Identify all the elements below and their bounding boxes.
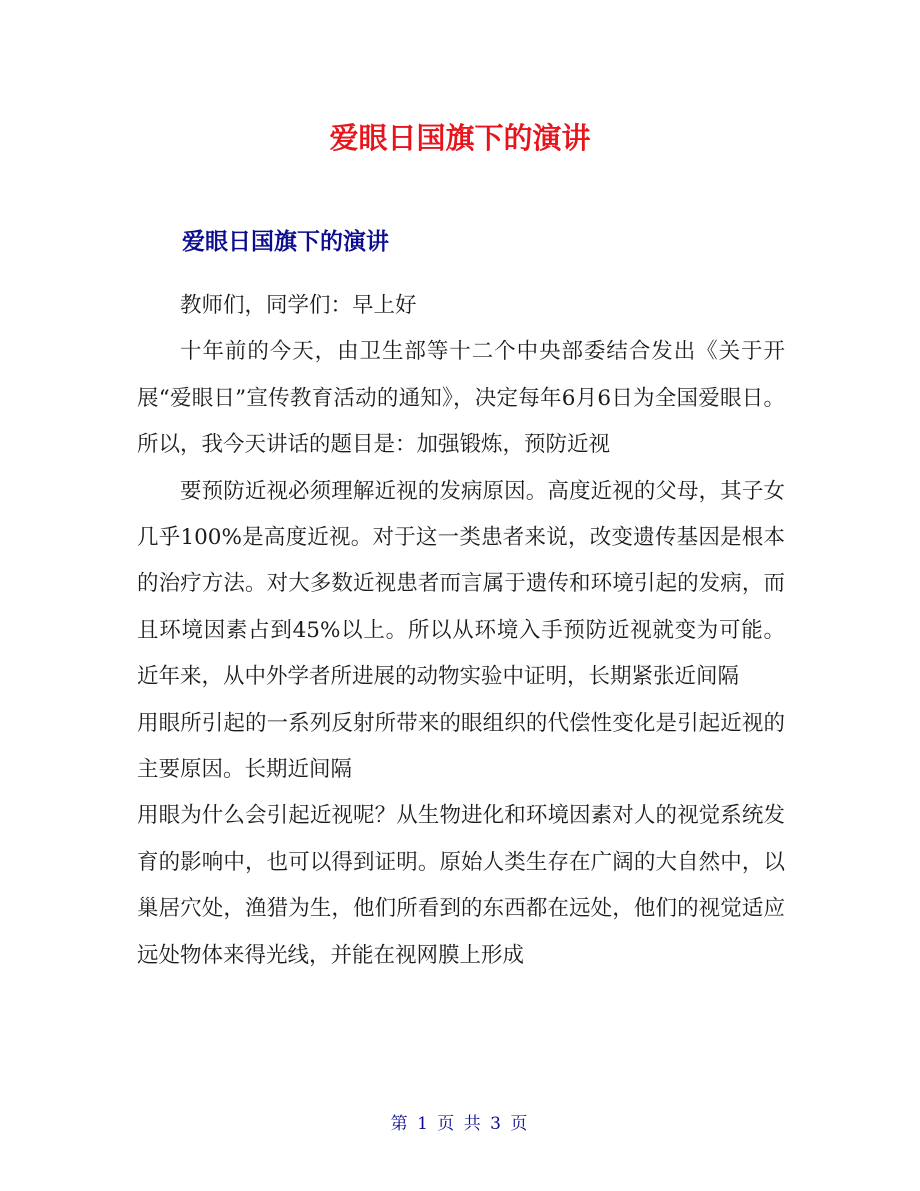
greeting-paragraph: 教师们，同学们：早上好 bbox=[180, 293, 417, 318]
document-body bbox=[137, 283, 785, 979]
body-paragraph: 用眼为什么会引起近视呢？从生物进化和环境因素对人的视觉系统发育的影响中，也可以得到证明。原始人类生存在广阔的大自然中，以巢居穴处，渔猎为生，他们所看到的东西都在远处，他们的视觉适应远处物体来得光线，并能在视网膜上形成 bbox=[137, 803, 785, 968]
body-paragraph: 十年前的今天，由卫生部等十二个中央部委结合发出《关于开展“爱眼日”宣传教育活动的通知》，决定每年6月6日为全国爱眼日。所以，我今天讲话的题目是：加强锻炼，预防近视 bbox=[137, 339, 785, 458]
page-number-footer: 第 1 页 共 3 页 bbox=[390, 1114, 530, 1134]
body-paragraph: 用眼所引起的一系列反射所带来的眼组织的代偿性变化是引起近视的主要原因。长期近间隔 bbox=[137, 710, 785, 783]
section-heading: 爱眼日国旗下的演讲 bbox=[182, 229, 389, 255]
body-paragraph: 要预防近视必须理解近视的发病原因。高度近视的父母，其子女几乎100%是高度近视。对于这一类患者来说，改变遗传基因是根本的治疗方法。对大多数近视患者而言属于遗传和环境引起的发病，而且环境因素占到45%以上。所以从环境入手预防近视就变为可能。近年来，从中外学者所进展的动物实验中证明，长期紧张近间隔 bbox=[137, 478, 785, 690]
document-title: 爱眼日国旗下的演讲 bbox=[329, 121, 591, 155]
